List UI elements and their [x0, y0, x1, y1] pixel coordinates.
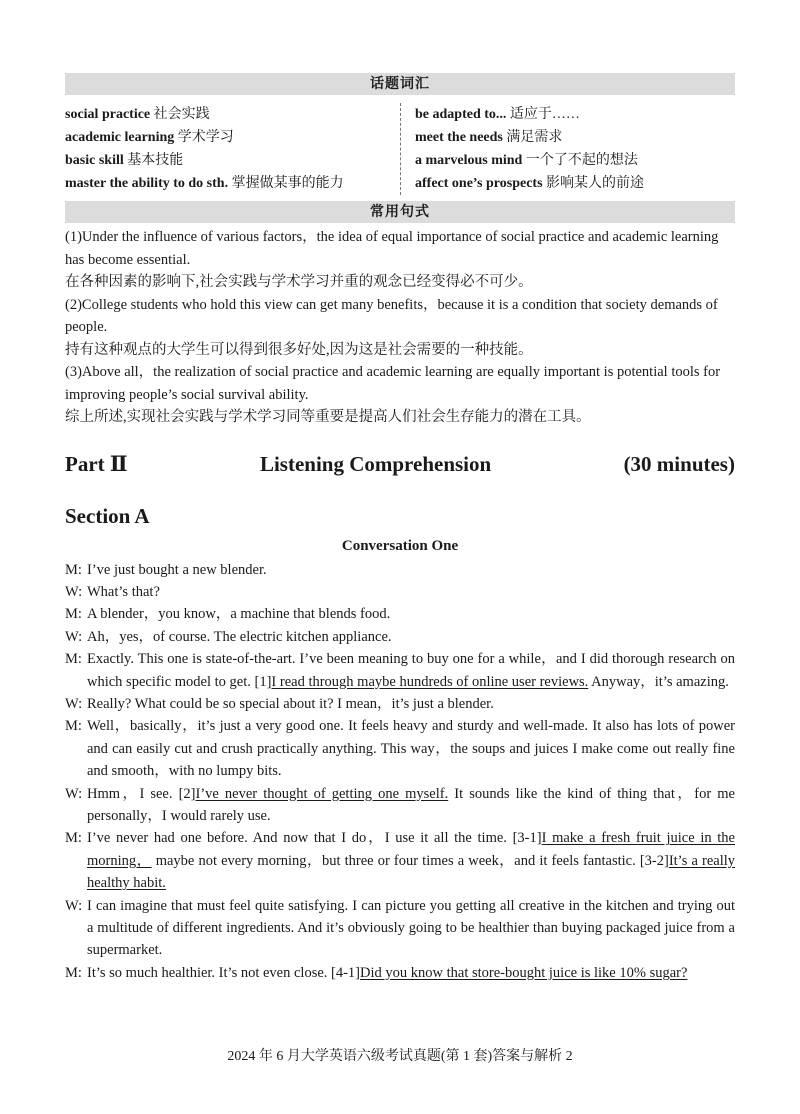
vocab-term: meet the needs: [415, 130, 503, 145]
dialogue-text: It sounds like the kind of thing that，for me personally，I would rarely use.: [87, 785, 735, 824]
sentence-chinese: 持有这种观点的大学生可以得到很多好处,因为这是社会需要的一种技能。: [65, 341, 533, 358]
speaker-label: M:: [65, 606, 82, 623]
dialogue-text: Well，basically，it’s just a very good one. It feels heavy and sturdy and well-made. It also has lots of power and can easily cut and crush practically anything. This way，the soups and juices I make come out really fine and smooth，with no lumpy bits.: [87, 718, 735, 780]
part-heading: [65, 447, 735, 481]
vocab-item: [65, 172, 400, 195]
answer-underline: It’s a really healthy habit.: [87, 852, 735, 892]
answer-underline: I’ve never thought of getting one myself.: [195, 785, 449, 802]
dialogue-line: [65, 693, 735, 715]
dialogue-line: [65, 715, 735, 782]
vocab-item: [65, 126, 400, 149]
sentences-header: 常用句式: [65, 201, 735, 223]
part-title: Listening Comprehension: [259, 451, 492, 476]
sentence-english: (3)Above all，the realization of social practice and academic learning are equally important is potential tools for improving people’s social survival ability.: [65, 364, 721, 403]
dialogue-text: I can imagine that must feel quite satisfying. I can picture you getting all creative in the kitchen and trying out a multitude of different ingredients. And it’s obviously going to be healthier than buying packaged juice from a supermarket.: [87, 897, 735, 959]
vocab-header: 话题词汇: [65, 73, 735, 95]
speaker-label: M:: [65, 964, 82, 981]
dialogue-text: It’s so much healthier. It’s not even close. [4-1]: [87, 964, 361, 981]
dialogue-text: Anyway，it’s amazing.: [588, 673, 729, 690]
speaker-label: M:: [65, 651, 82, 668]
sentence-english: (2)College students who hold this view can get many benefits，because it is a condition that society demands of people.: [65, 296, 718, 335]
speaker-label: W:: [65, 897, 83, 914]
vocab-right-column: [400, 103, 735, 195]
vocab-translation: 掌握做某事的能力: [231, 176, 344, 191]
dialogue-line: [65, 783, 735, 828]
dialogue-text: Ah，yes，of course. The electric kitchen appliance.: [87, 628, 392, 645]
vocab-term: academic learning: [65, 130, 175, 145]
vocab-item: [65, 149, 400, 172]
page-footer: 2024 年 6 月大学英语六级考试真题(第 1 套)答案与解析 2: [227, 1049, 573, 1064]
speaker-label: M:: [65, 830, 82, 847]
dialogue-line: [65, 581, 735, 603]
dialogue-text: Exactly. This one is state-of-the-art. I’ve been meaning to buy one for a while，and I did thorough research on which specific model to get. [1]: [87, 651, 735, 690]
vocab-item: [65, 103, 400, 126]
vocab-translation: 满足需求: [506, 130, 563, 145]
speaker-label: W:: [65, 583, 83, 600]
vocab-term: master the ability to do sth.: [65, 176, 229, 191]
answer-underline: I make a fresh fruit juice in the morning，: [87, 830, 735, 869]
sentence-english: (1)Under the influence of various factors，the idea of equal importance of social practice and academic learning has become essential.: [65, 229, 719, 268]
vocab-term: a marvelous mind: [415, 153, 523, 168]
vocab-term: basic skill: [65, 153, 124, 168]
dialogue-line: [65, 962, 735, 984]
vocab-item: [415, 126, 735, 149]
vocab-table: [65, 95, 735, 201]
speaker-label: M:: [65, 561, 82, 578]
dialogue-line: [65, 559, 735, 581]
dialogue-text: What’s that?: [87, 583, 160, 600]
sentence-chinese: 综上所述,实现社会实践与学术学习同等重要是提高人们社会生存能力的潜在工具。: [65, 409, 591, 425]
sentence-list: [65, 226, 735, 429]
dialogue-text: I’ve never had one before. And now that I do，I use it all the time. [3-1]: [87, 830, 542, 847]
vocab-translation: 社会实践: [153, 107, 210, 122]
part-time: (30 minutes): [623, 451, 735, 476]
dialogue-line: [65, 648, 735, 693]
sentence-chinese: 在各种因素的影响下,社会实践与学术学习并重的观念已经变得必不可少。: [65, 274, 533, 290]
vocab-term: social practice: [65, 107, 151, 122]
vocab-translation: 适应于……: [509, 107, 580, 122]
dialogue-text: A blender，you know，a machine that blends food.: [87, 606, 391, 623]
vocab-translation: 一个了不起的想法: [525, 153, 638, 168]
dialogue-text: Hmm，I see. [2]: [87, 785, 196, 802]
dialogue-line: [65, 827, 735, 894]
vocab-translation: 影响某人的前途: [546, 176, 645, 191]
dialogue-text: I’ve just bought a new blender.: [87, 561, 267, 578]
dialogue-text: maybe not every morning，but three or four times a week，and it feels fantastic. [3-2]: [151, 852, 669, 869]
page-content: [65, 73, 735, 984]
dialogue-line: [65, 626, 735, 648]
vocab-item: [415, 149, 735, 172]
vocab-left-column: [65, 103, 400, 195]
vocab-term: affect one’s prospects: [415, 176, 543, 191]
vocab-translation: 基本技能: [127, 153, 184, 168]
vocab-term: be adapted to...: [415, 107, 507, 122]
speaker-label: W:: [65, 695, 83, 712]
answer-underline: Did you know that store-bought juice is like 10% sugar?: [360, 964, 688, 981]
speaker-label: W:: [65, 785, 83, 802]
vocab-item: [415, 172, 735, 195]
dialogue-line: [65, 603, 735, 625]
speaker-label: M:: [65, 718, 82, 735]
vocab-translation: 学术学习: [177, 130, 234, 145]
answer-underline: I read through maybe hundreds of online user reviews.: [271, 673, 589, 690]
speaker-label: W:: [65, 628, 83, 645]
conversation-title: Conversation One: [341, 537, 459, 554]
dialogue-line: [65, 895, 735, 962]
vocab-item: [415, 103, 735, 126]
dialogue: [65, 559, 735, 985]
part-label: Part Ⅱ: [65, 451, 128, 476]
dialogue-text: Really? What could be so special about it? I mean，it’s just a blender.: [87, 695, 494, 712]
section-heading: Section A: [65, 503, 150, 528]
